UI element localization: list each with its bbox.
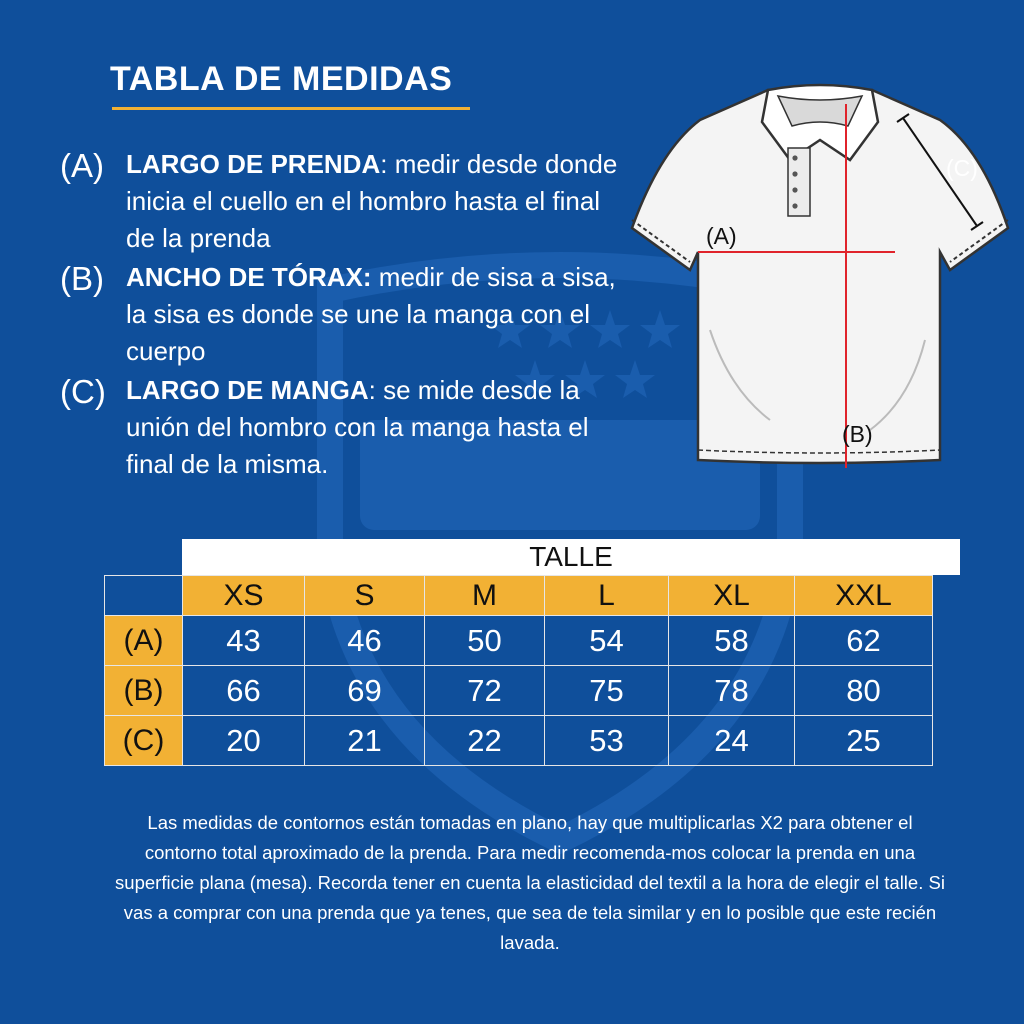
size-header: XS bbox=[183, 576, 305, 616]
table-cell: 75 bbox=[545, 666, 669, 716]
definition-b bbox=[60, 259, 620, 370]
table-cell: 24 bbox=[669, 716, 795, 766]
table-cell: 66 bbox=[183, 666, 305, 716]
table-cell: 53 bbox=[545, 716, 669, 766]
definition-a bbox=[60, 146, 620, 257]
definition-term: LARGO DE PRENDA bbox=[126, 149, 381, 179]
size-header: S bbox=[305, 576, 425, 616]
definition-letter: (A) bbox=[60, 147, 104, 184]
table-cell: 43 bbox=[183, 616, 305, 666]
row-label-b: (B) bbox=[105, 666, 183, 716]
table-header-talle: TALLE bbox=[182, 539, 960, 575]
size-header: L bbox=[545, 576, 669, 616]
table-cell: 54 bbox=[545, 616, 669, 666]
table-cell: 25 bbox=[795, 716, 933, 766]
table-cell: 22 bbox=[425, 716, 545, 766]
diagram-label-c: (C) bbox=[946, 155, 978, 181]
definition-letter: (C) bbox=[60, 373, 106, 410]
table-cell: 50 bbox=[425, 616, 545, 666]
row-label-c: (C) bbox=[105, 716, 183, 766]
definition-c bbox=[60, 372, 620, 483]
definition-description: medir de sisa a sisa, la sisa es donde se une la manga con el cuerpo bbox=[126, 262, 616, 366]
table-cell: 46 bbox=[305, 616, 425, 666]
size-table bbox=[104, 539, 934, 765]
definition-text bbox=[126, 372, 620, 483]
table-cell: 69 bbox=[305, 666, 425, 716]
table-corner bbox=[105, 576, 183, 616]
table-cell: 80 bbox=[795, 666, 933, 716]
row-label-a: (A) bbox=[105, 616, 183, 666]
diagram-label-b: (B) bbox=[842, 421, 873, 447]
definition-text bbox=[126, 259, 620, 370]
table-cell: 78 bbox=[669, 666, 795, 716]
size-header: M bbox=[425, 576, 545, 616]
definition-description: : se mide desde la unión del hombro con la manga hasta el final de la misma. bbox=[126, 375, 589, 479]
page-title: TABLA DE MEDIDAS bbox=[110, 60, 453, 98]
definitions-list bbox=[60, 146, 620, 485]
size-header: XXL bbox=[795, 576, 933, 616]
table-cell: 72 bbox=[425, 666, 545, 716]
table-cell: 21 bbox=[305, 716, 425, 766]
definition-term: LARGO DE MANGA bbox=[126, 375, 369, 405]
definition-letter: (B) bbox=[60, 260, 104, 297]
table-cell: 62 bbox=[795, 616, 933, 666]
polo-shirt-icon bbox=[620, 70, 1020, 490]
definition-text bbox=[126, 146, 620, 257]
measurement-note: Las medidas de contornos están tomadas en plano, hay que multiplicarlas X2 para obtener el contorno total aproximado de la prenda. Para medir recomenda-mos colocar la prenda en una superficie plana (mesa). Recorda tener en cuenta la elasticidad del textil a la hora de elegir el talle. Si vas a comprar con una prenda que ya tenes, que sea de tela similar y en lo posible que este recién lavada. bbox=[115, 812, 945, 953]
diagram-label-a: (A) bbox=[706, 223, 737, 249]
definition-term: ANCHO DE TÓRAX: bbox=[126, 262, 372, 292]
definition-description: : medir desde donde inicia el cuello en el hombro hasta el final de la prenda bbox=[126, 149, 618, 253]
table-cell: 20 bbox=[183, 716, 305, 766]
table-cell: 58 bbox=[669, 616, 795, 666]
size-header: XL bbox=[669, 576, 795, 616]
size-grid bbox=[104, 575, 933, 766]
title-underline bbox=[112, 107, 470, 110]
